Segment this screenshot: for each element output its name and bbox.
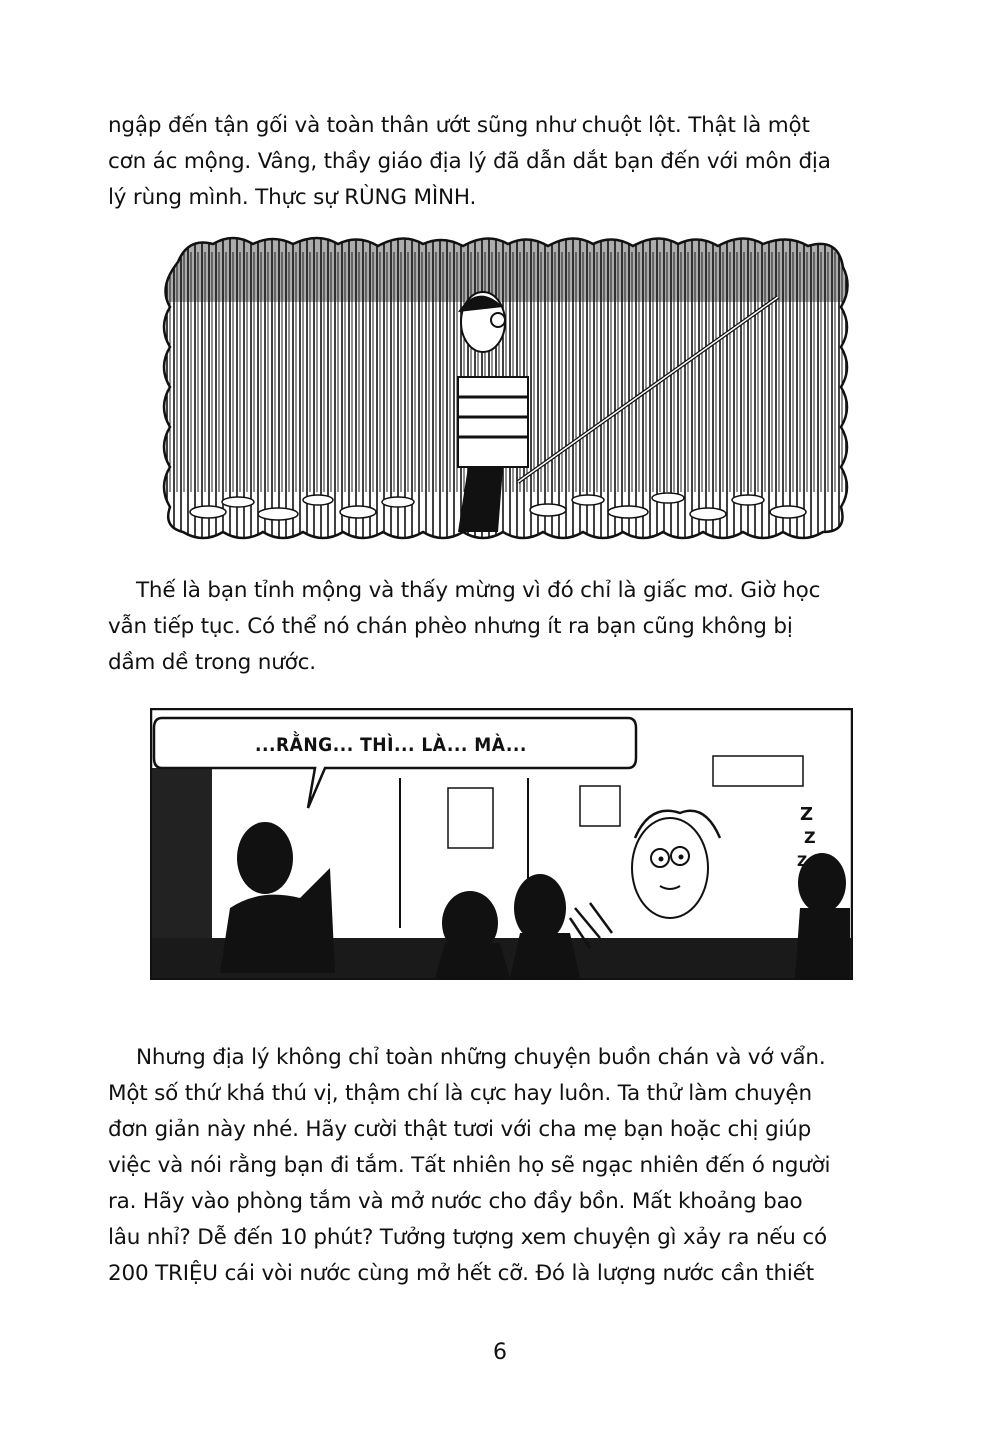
text-line: Một số thứ khá thú vị, thậm chí là cực hay luôn. Ta thử làm chuyện — [108, 1081, 812, 1106]
text-line: 200 TRIỆU cái vòi nước cùng mở hết cỡ. Đó là lượng nước cần thiết — [108, 1261, 814, 1286]
text-line: dầm dề trong nước. — [108, 650, 316, 675]
paragraph-1 — [108, 108, 908, 216]
sleep-z-icon: Z — [800, 804, 814, 825]
text-line: đơn giản này nhé. Hãy cười thật tươi với cha mẹ bạn hoặc chị giúp — [108, 1117, 812, 1142]
paragraph-3 — [108, 1040, 908, 1292]
text-line: lý rùng mình. Thực sự RÙNG MÌNH. — [108, 185, 477, 210]
page-number: 6 — [493, 1340, 507, 1365]
rain-fishing-illustration — [158, 232, 853, 547]
text-line: việc và nói rằng bạn đi tắm. Tất nhiên họ sẽ ngạc nhiên đến ó người — [108, 1153, 831, 1178]
text-line: ngập đến tận gối và toàn thân ướt sũng như chuột lột. Thật là một — [108, 113, 810, 138]
speech-bubble-text: ...RẰNG... THÌ... LÀ... MÀ... — [255, 734, 527, 756]
text-line: Thế là bạn tỉnh mộng và thấy mừng vì đó chỉ là giấc mơ. Giờ học — [136, 578, 821, 603]
text-line: ra. Hãy vào phòng tắm và mở nước cho đầy bồn. Mất khoảng bao — [108, 1189, 803, 1214]
text-line: lâu nhỉ? Dễ đến 10 phút? Tưởng tượng xem chuyện gì xảy ra nếu có — [108, 1225, 827, 1250]
paragraph-2 — [108, 573, 908, 681]
svg-text:Z: Z — [804, 828, 816, 847]
text-line: Nhưng địa lý không chỉ toàn những chuyện buồn chán và vớ vẩn. — [136, 1045, 826, 1070]
text-line: vẫn tiếp tục. Có thể nó chán phèo nhưng ít ra bạn cũng không bị — [108, 614, 793, 639]
svg-text:Z: Z — [797, 854, 808, 870]
text-line: cơn ác mộng. Vâng, thầy giáo địa lý đã dẫn dắt bạn đến với môn địa — [108, 149, 831, 174]
